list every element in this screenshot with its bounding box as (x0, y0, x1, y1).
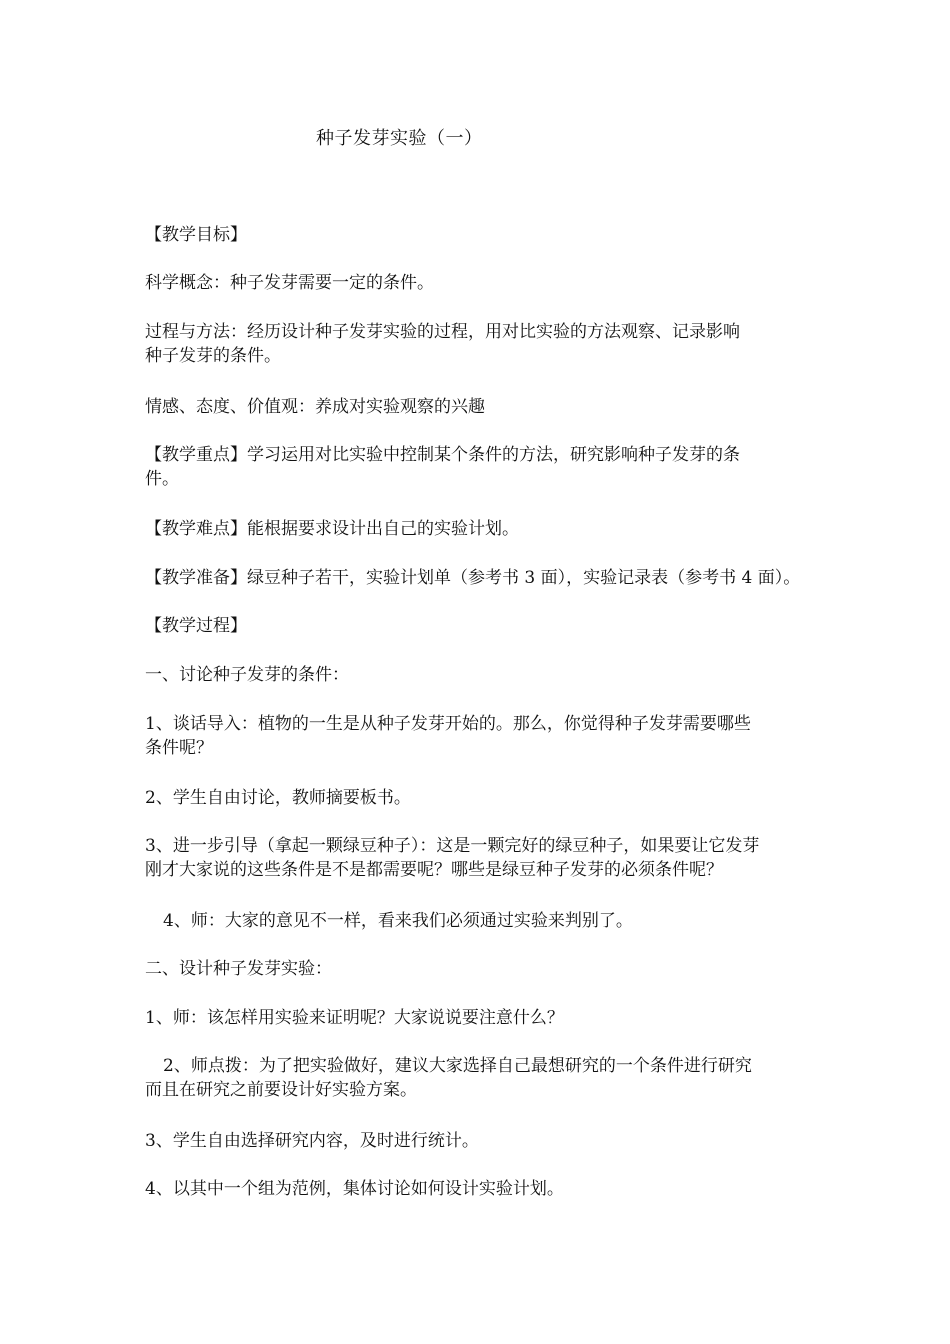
paragraph-part-two-heading (145, 957, 815, 981)
paragraph-line: 3、进一步引导（拿起一颗绿豆种子）：这是一颗完好的绿豆种子，如果要让它发芽 (145, 836, 760, 856)
paragraph-design-step-2 (145, 1054, 833, 1102)
paragraph-line: 4、师：大家的意见不一样，看来我们必须通过实验来判别了。 (163, 911, 633, 931)
paragraph-line: 刚才大家说的这些条件是不是都需要呢？哪些是绿豆种子发芽的必须条件呢？ (145, 860, 723, 880)
paragraph-line: 1、谈话导入：植物的一生是从种子发芽开始的。那么，你觉得种子发芽需要哪些 (145, 714, 751, 734)
paragraph-step-4 (145, 909, 833, 933)
paragraph-step-3 (145, 834, 815, 882)
paragraph-line: 一、讨论种子发芽的条件： (145, 665, 349, 685)
paragraph-difficulties (145, 517, 815, 541)
paragraph-line: 【教学重点】学习运用对比实验中控制某个条件的方法，研究影响种子发芽的条 (145, 445, 740, 465)
paragraph-line: 条件呢？ (145, 738, 213, 758)
paragraph-design-step-4 (145, 1177, 815, 1201)
paragraph-step-1 (145, 712, 815, 760)
paragraph-process-method (145, 320, 815, 368)
paragraph-design-step-3 (145, 1129, 815, 1153)
section-heading-objectives (145, 223, 815, 247)
paragraph-line: 种子发芽的条件。 (145, 346, 281, 366)
paragraph-attitude-values (145, 395, 815, 419)
paragraph-line: 情感、态度、价值观：养成对实验观察的兴趣 (145, 397, 485, 417)
document-title: 种子发芽实验（一） (316, 128, 483, 149)
paragraph-line: 二、设计种子发芽实验： (145, 959, 332, 979)
paragraph-design-step-1 (145, 1006, 815, 1030)
paragraph-line: 4、以其中一个组为范例，集体讨论如何设计实验计划。 (145, 1179, 564, 1199)
paragraph-part-one-heading (145, 663, 815, 687)
paragraph-key-points (145, 443, 815, 491)
paragraph-line: 1、师：该怎样用实验来证明呢？大家说说要注意什么？ (145, 1008, 564, 1028)
paragraph-line: 过程与方法：经历设计种子发芽实验的过程，用对比实验的方法观察、记录影响 (145, 322, 740, 342)
paragraph-line: 2、学生自由讨论，教师摘要板书。 (145, 788, 411, 808)
paragraph-step-2 (145, 786, 815, 810)
paragraph-line: 件。 (145, 469, 179, 489)
paragraph-preparation (145, 566, 815, 590)
paragraph-line: 【教学目标】 (145, 225, 247, 245)
paragraph-line: 【教学准备】绿豆种子若干，实验计划单（参考书 3 面），实验记录表（参考书 4 面）。 (145, 568, 801, 588)
paragraph-line: 【教学过程】 (145, 616, 247, 636)
paragraph-line: 2、师点拨：为了把实验做好，建议大家选择自己最想研究的一个条件进行研究 (163, 1056, 752, 1076)
paragraph-line: 3、学生自由选择研究内容，及时进行统计。 (145, 1131, 479, 1151)
section-heading-process (145, 614, 815, 638)
paragraph-line: 科学概念：种子发芽需要一定的条件。 (145, 273, 434, 293)
paragraph-science-concept (145, 271, 815, 295)
paragraph-line: 【教学难点】能根据要求设计出自己的实验计划。 (145, 519, 519, 539)
paragraph-line: 而且在研究之前要设计好实验方案。 (145, 1080, 417, 1100)
